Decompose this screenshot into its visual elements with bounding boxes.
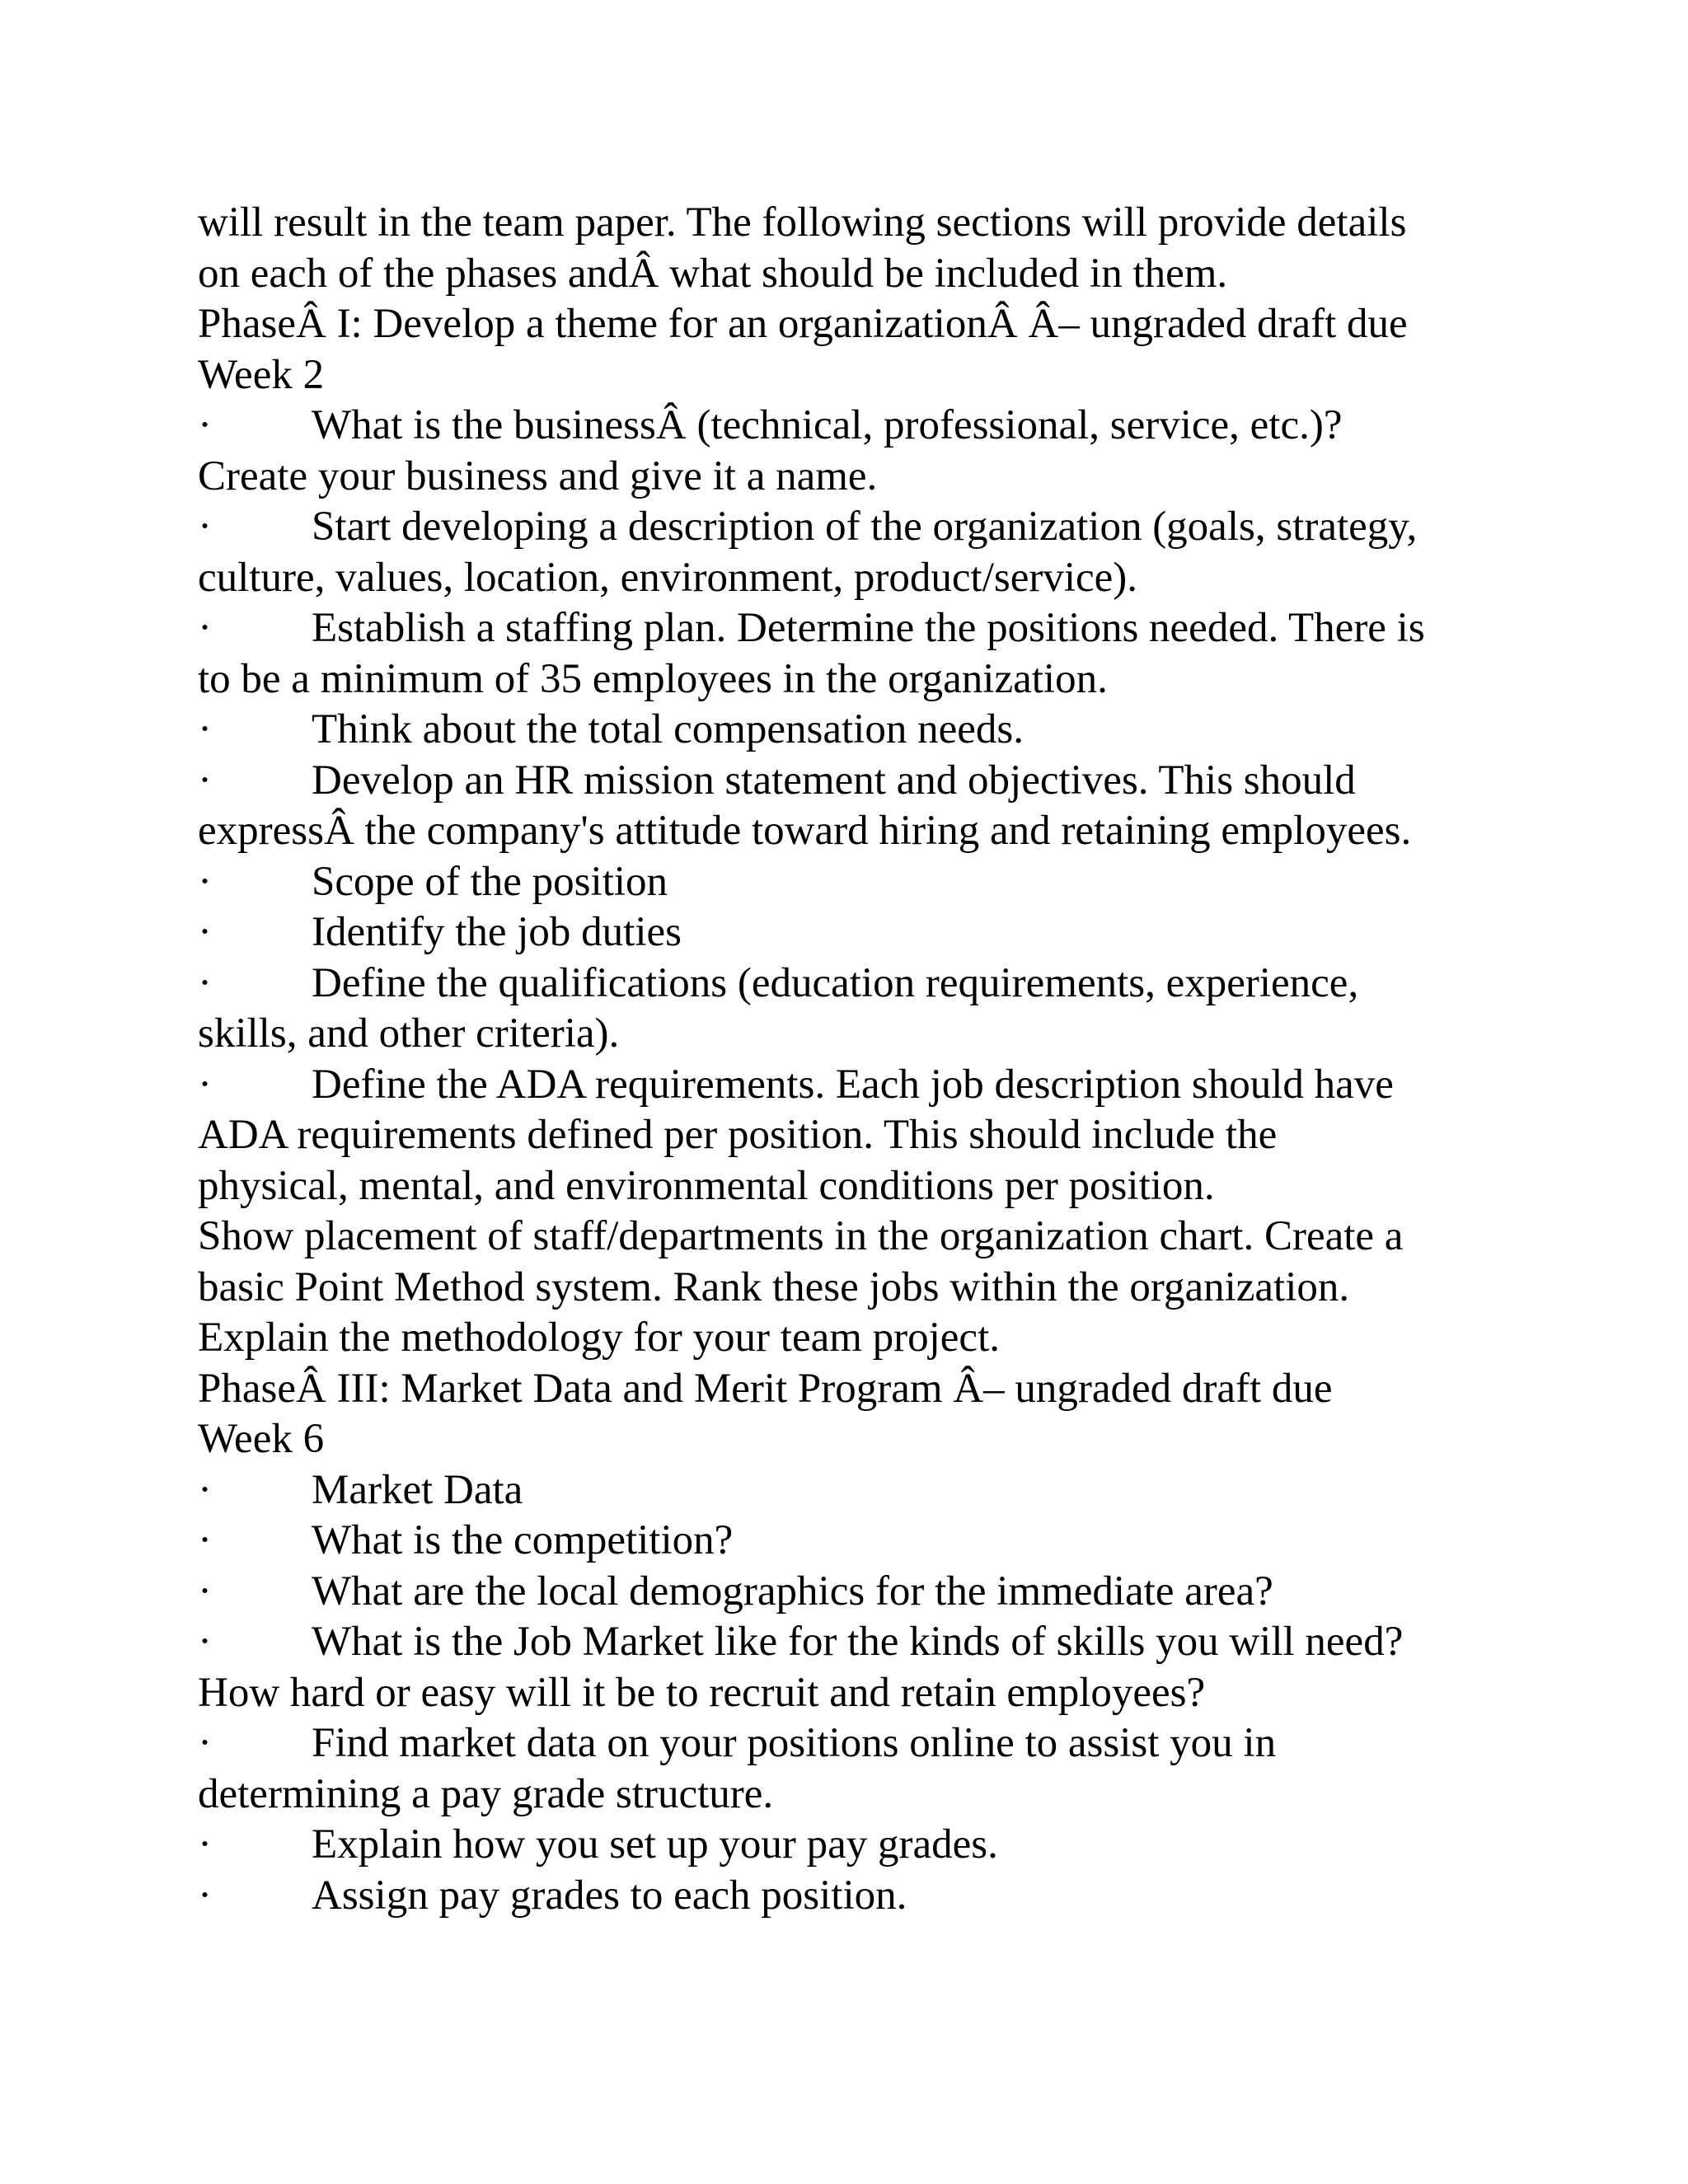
bullet-text: What is the competition? — [312, 1517, 734, 1563]
bullet-dot-icon: · — [198, 706, 212, 752]
bullet-dot-icon: · — [198, 1517, 212, 1563]
bullet-line — [198, 1465, 1517, 1516]
paragraph-line: basic Point Method system. Rank these jobs within the organization. — [198, 1263, 1350, 1310]
bullet-continuation: determining a pay grade structure. — [198, 1770, 774, 1817]
bullet-text: Develop an HR mission statement and objectives. This should — [312, 757, 1356, 804]
bullet-text: Explain how you set up your pay grades. — [312, 1821, 998, 1868]
bullet-dot-icon: · — [198, 757, 212, 804]
bullet-item — [198, 958, 1517, 1060]
bullet-item — [198, 857, 1517, 908]
bullet-line — [198, 401, 1517, 452]
bullet-line — [198, 1060, 1517, 1111]
document-body — [198, 198, 1517, 1921]
bullet-dot-icon: · — [198, 605, 212, 651]
bullet-dot-icon: · — [198, 1619, 212, 1665]
bullet-dot-icon: · — [198, 1466, 212, 1513]
bullet-item — [198, 401, 1517, 502]
bullet-dot-icon: · — [198, 402, 212, 448]
paragraph-line: Explain the methodology for your team project. — [198, 1315, 1000, 1361]
bullet-dot-icon: · — [198, 1821, 212, 1868]
bullet-dot-icon: · — [198, 959, 212, 1006]
bullet-line — [198, 1871, 1517, 1922]
paragraph-line: Show placement of staff/departments in the organization chart. Create a — [198, 1213, 1404, 1259]
bullet-item — [198, 1465, 1517, 1516]
bullet-item — [198, 502, 1517, 603]
bullet-text: What is the businessÂ (technical, professional, service, etc.)? — [312, 402, 1343, 448]
bullet-dot-icon: · — [198, 1061, 212, 1108]
bullet-line — [198, 1718, 1517, 1769]
bullet-line — [198, 1567, 1517, 1618]
bullet-line — [198, 857, 1517, 908]
bullet-item — [198, 603, 1517, 705]
bullet-dot-icon: · — [198, 858, 212, 905]
bullet-line — [198, 958, 1517, 1010]
bullet-continuation: How hard or easy will it be to recruit and retain employees? — [198, 1669, 1206, 1716]
bullet-line — [198, 502, 1517, 553]
bullet-continuation: expressÂ the company's attitude toward hiring and retaining employees. — [198, 808, 1412, 854]
bullet-line — [198, 1516, 1517, 1567]
bullet-text: Scope of the position — [312, 858, 668, 905]
paragraph-line: Week 6 — [198, 1416, 325, 1462]
bullet-item — [198, 705, 1517, 756]
bullet-item — [198, 1820, 1517, 1871]
bullet-line — [198, 705, 1517, 756]
bullet-dot-icon: · — [198, 504, 212, 550]
bullet-line — [198, 1820, 1517, 1871]
paragraph-line: Week 2 — [198, 351, 325, 398]
bullet-dot-icon: · — [198, 909, 212, 955]
bullet-text: Think about the total compensation needs. — [312, 706, 1024, 752]
bullet-continuation: skills, and other criteria). — [198, 1010, 620, 1057]
bullet-line — [198, 756, 1517, 807]
bullet-item — [198, 1516, 1517, 1567]
bullet-item — [198, 1567, 1517, 1618]
paragraph-line: PhaseÂ III: Market Data and Merit Program Â– ungraded draft due — [198, 1365, 1333, 1412]
bullet-text: Market Data — [312, 1466, 523, 1513]
bullet-text: Start developing a description of the organization (goals, strategy, — [312, 504, 1418, 550]
bullet-text: What are the local demographics for the immediate area? — [312, 1568, 1273, 1615]
bullet-continuation: physical, mental, and environmental conditions per position. — [198, 1162, 1215, 1209]
bullet-text: Define the qualifications (education requirements, experience, — [312, 959, 1359, 1006]
paragraph — [198, 1212, 1517, 1364]
paragraph-line: PhaseÂ I: Develop a theme for an organizationÂ Â– ungraded draft due — [198, 301, 1408, 347]
paragraph — [198, 1364, 1517, 1465]
bullet-continuation: culture, values, location, environment, product/service). — [198, 554, 1138, 601]
bullet-item — [198, 1871, 1517, 1922]
bullet-line — [198, 603, 1517, 654]
bullet-continuation: ADA requirements defined per position. This should include the — [198, 1112, 1278, 1158]
bullet-dot-icon: · — [198, 1720, 212, 1766]
paragraph — [198, 299, 1517, 401]
bullet-item — [198, 1617, 1517, 1718]
bullet-text: Define the ADA requirements. Each job description should have — [312, 1061, 1394, 1108]
bullet-dot-icon: · — [198, 1568, 212, 1615]
paragraph-line: on each of the phases andÂ what should be included in them. — [198, 250, 1228, 297]
bullet-line — [198, 1617, 1517, 1668]
bullet-text: What is the Job Market like for the kinds of skills you will need? — [312, 1619, 1404, 1665]
bullet-text: Establish a staffing plan. Determine the positions needed. There is — [312, 605, 1425, 651]
bullet-item — [198, 1060, 1517, 1212]
bullet-text: Identify the job duties — [312, 909, 682, 955]
bullet-dot-icon: · — [198, 1872, 212, 1919]
bullet-line — [198, 907, 1517, 958]
bullet-text: Assign pay grades to each position. — [312, 1872, 907, 1919]
bullet-item — [198, 1718, 1517, 1820]
bullet-item — [198, 756, 1517, 857]
paragraph — [198, 198, 1517, 299]
bullet-continuation: to be a minimum of 35 employees in the organization. — [198, 655, 1108, 702]
bullet-continuation: Create your business and give it a name. — [198, 452, 878, 499]
paragraph-line: will result in the team paper. The following sections will provide details — [198, 199, 1407, 246]
bullet-text: Find market data on your positions online to assist you in — [312, 1720, 1277, 1766]
bullet-item — [198, 907, 1517, 958]
